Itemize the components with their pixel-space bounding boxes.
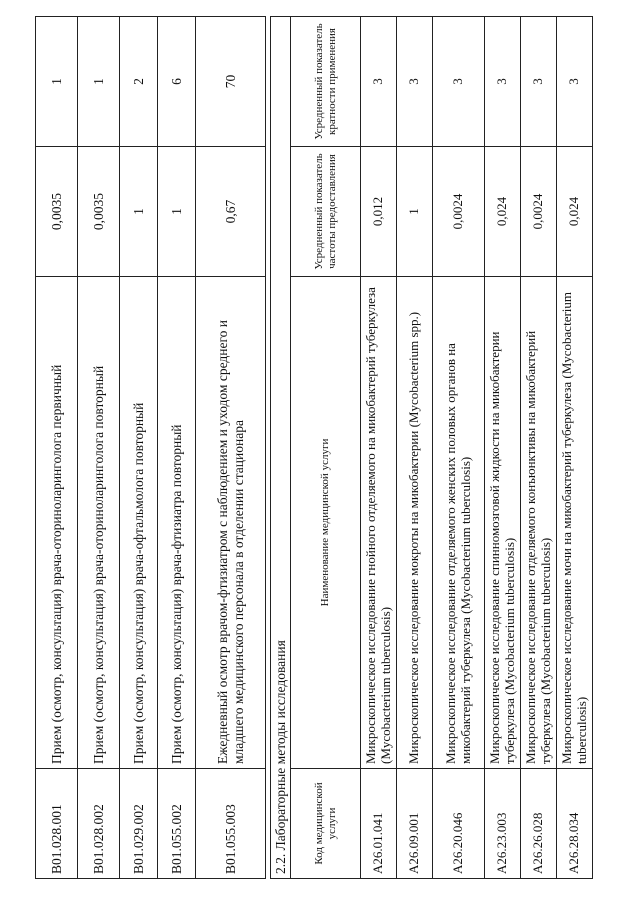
service-code: A26.23.003 — [485, 769, 521, 879]
frequency-value: 0,67 — [196, 147, 266, 277]
table-row — [158, 17, 196, 879]
service-name: Микроскопическое исследование спинномозговой жидкости на микобактерии туберкулеза (Mycobacterium tuberculosis) — [485, 277, 521, 769]
services-table-continued — [35, 16, 266, 879]
service-code: A26.26.028 — [521, 769, 557, 879]
service-name: Прием (осмотр, консультация) врача-фтизиатра повторный — [158, 277, 196, 769]
service-code: A26.28.034 — [557, 769, 593, 879]
multiplicity-value: 2 — [120, 17, 158, 147]
frequency-value: 1 — [397, 147, 433, 277]
service-name: Микроскопическое исследование отделяемого женских половых органов на микобактерий туберкулеза (Mycobacterium tuberculosis) — [433, 277, 485, 769]
service-code: B01.029.002 — [120, 769, 158, 879]
table-row — [397, 16, 433, 878]
multiplicity-value: 70 — [196, 17, 266, 147]
multiplicity-value: 3 — [397, 16, 433, 146]
frequency-value: 0,024 — [557, 147, 593, 277]
frequency-value: 0,0024 — [433, 147, 485, 277]
service-code: A26.20.046 — [433, 769, 485, 879]
multiplicity-value: 3 — [485, 16, 521, 146]
table-row — [196, 17, 266, 879]
service-name: Микроскопическое исследование мокроты на микобактерии (Mycobacterium spp.) — [397, 277, 433, 769]
multiplicity-value: 6 — [158, 17, 196, 147]
frequency-value: 0,0035 — [78, 147, 120, 277]
service-name: Прием (осмотр, консультация) врача-оториноларинголога первичный — [36, 277, 78, 769]
multiplicity-value: 3 — [521, 16, 557, 146]
table-row — [36, 17, 78, 879]
service-code: B01.055.002 — [158, 769, 196, 879]
multiplicity-value: 3 — [557, 16, 593, 146]
frequency-value: 1 — [158, 147, 196, 277]
service-code: B01.028.002 — [78, 769, 120, 879]
frequency-value: 0,024 — [485, 147, 521, 277]
header-code: Код медицинской услуги — [291, 769, 361, 879]
multiplicity-value: 3 — [433, 16, 485, 146]
frequency-value: 1 — [120, 147, 158, 277]
table-row — [361, 16, 397, 878]
table-row — [485, 16, 521, 878]
service-name: Микроскопическое исследование отделяемого конъюнктивы на микобактерий туберкулеза (Mycobacterium tuberculosis) — [521, 277, 557, 769]
table-row — [557, 16, 593, 878]
header-frequency: Усредненный показатель частоты предоставления — [291, 147, 361, 277]
frequency-value: 0,0024 — [521, 147, 557, 277]
service-code: B01.028.001 — [36, 769, 78, 879]
multiplicity-value: 3 — [361, 16, 397, 146]
table-row — [78, 17, 120, 879]
service-name: Прием (осмотр, консультация) врача-офтальмолога повторный — [120, 277, 158, 769]
table-header-row — [291, 16, 361, 878]
frequency-value: 0,012 — [361, 147, 397, 277]
header-name: Наименование медицинской услуги — [291, 277, 361, 769]
multiplicity-value: 1 — [78, 17, 120, 147]
service-code: A26.01.041 — [361, 769, 397, 879]
multiplicity-value: 1 — [36, 17, 78, 147]
service-name: Ежедневный осмотр врачом-фтизиатром с наблюдением и уходом среднего и младшего медицинского персонала в отделении стационара — [196, 277, 266, 769]
service-name: Микроскопическое исследование гнойного отделяемого на микобактерий туберкулеза (Mycobacterium tuberculosis) — [361, 277, 397, 769]
service-name: Микроскопическое исследование мочи на микобактерий туберкулеза (Mycobacterium tuberculosis) — [557, 277, 593, 769]
table-row — [433, 16, 485, 878]
table-row — [521, 16, 557, 878]
table-row — [120, 17, 158, 879]
header-multiplicity: Усредненный показатель кратности применения — [291, 16, 361, 146]
laboratory-methods-table — [270, 16, 593, 879]
section-caption-row — [271, 16, 291, 878]
service-code: B01.055.003 — [196, 769, 266, 879]
section-title: 2.2. Лабораторные методы исследования — [271, 16, 291, 878]
service-name: Прием (осмотр, консультация) врача-оториноларинголога повторный — [78, 277, 120, 769]
service-code: A26.09.001 — [397, 769, 433, 879]
frequency-value: 0,0035 — [36, 147, 78, 277]
